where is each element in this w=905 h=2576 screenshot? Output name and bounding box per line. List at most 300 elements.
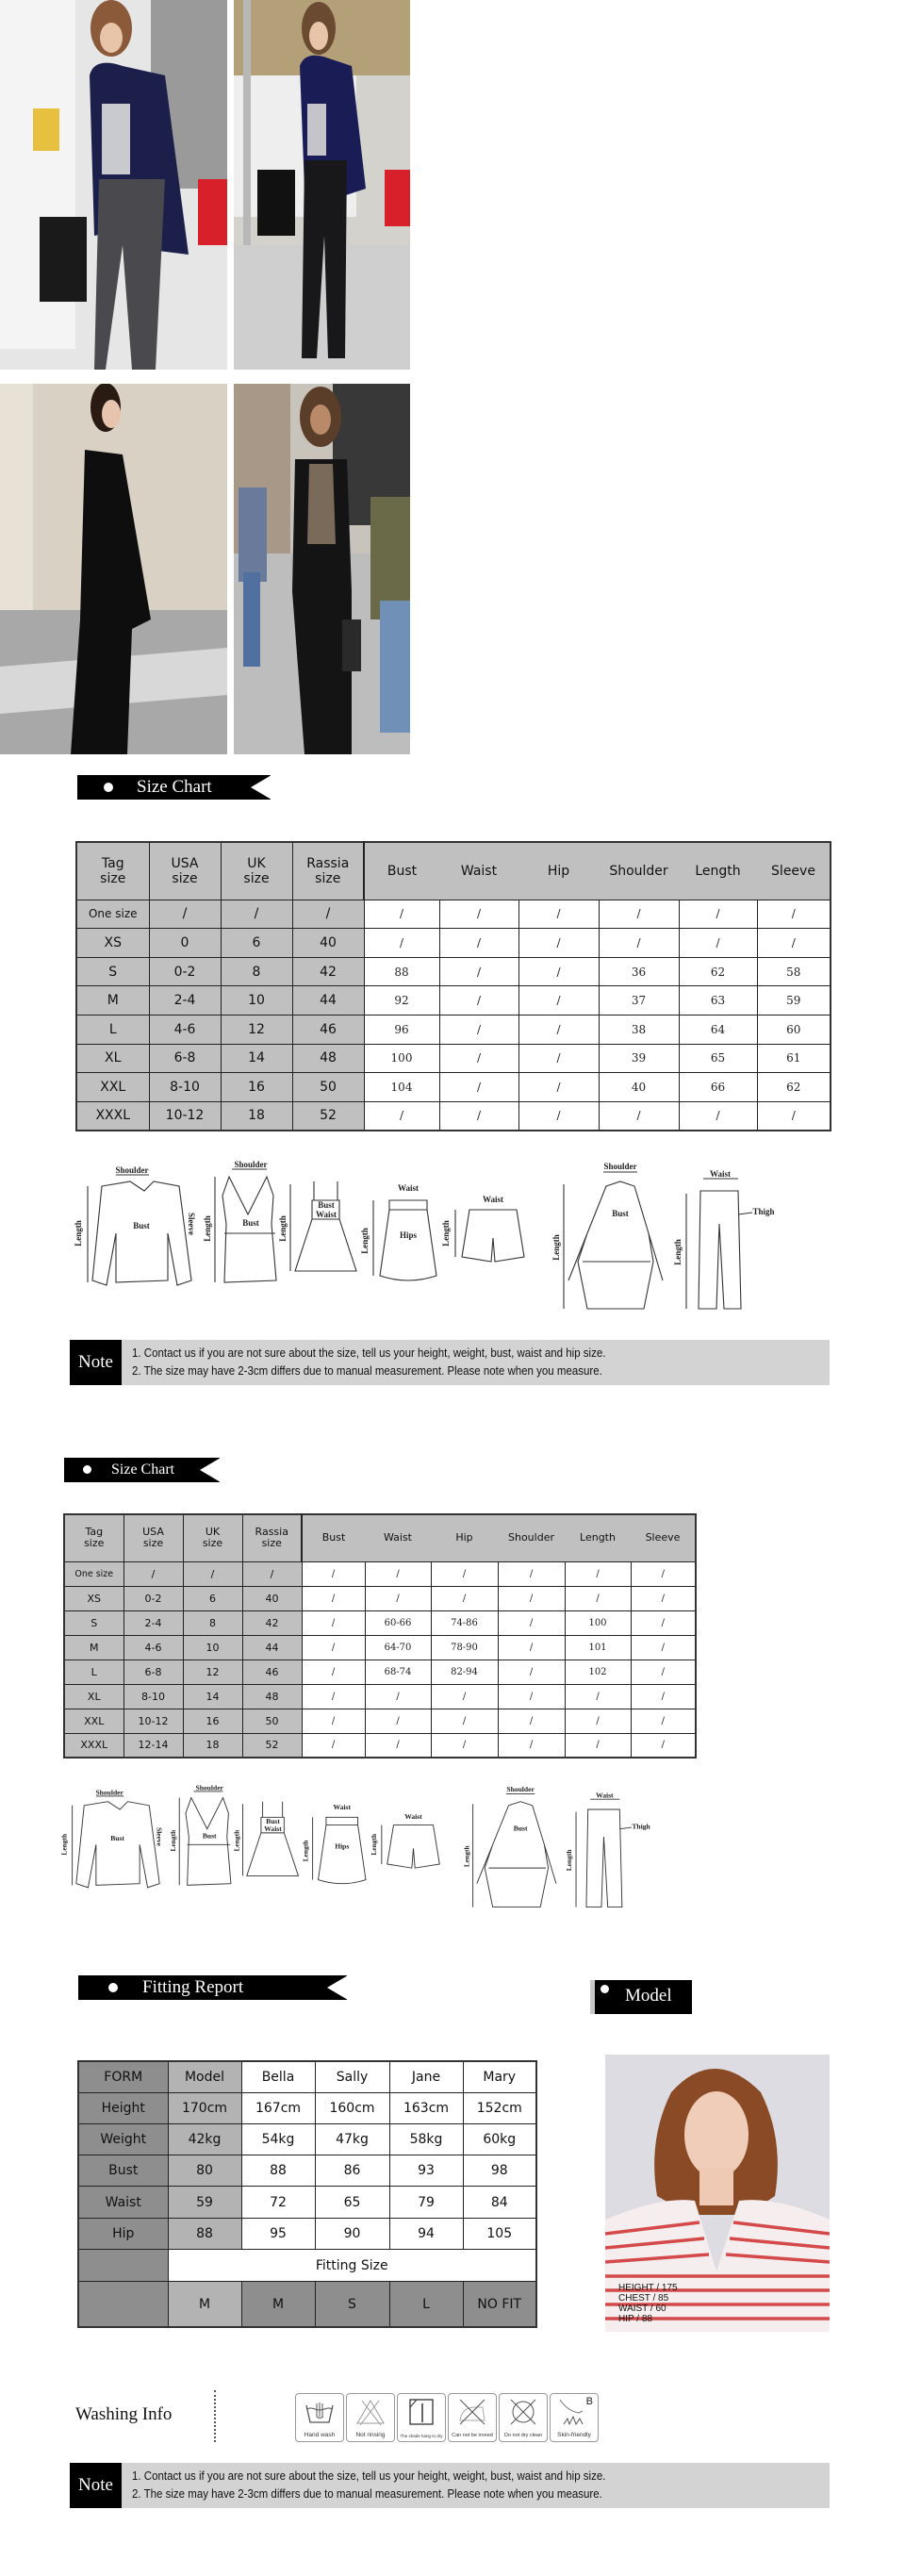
garment-measurement-diagrams	[74, 1158, 835, 1323]
diagram-label: Shoulder	[506, 1784, 535, 1793]
model-photo	[605, 2055, 830, 2332]
table-cell: /	[431, 1586, 498, 1610]
dress-diagram-icon	[278, 1181, 356, 1271]
diagram-label: Shoulder	[115, 1165, 149, 1175]
column-header: Bust	[302, 1514, 365, 1561]
care-label: The shade hang to dry	[400, 2434, 443, 2438]
table-cell: 18	[221, 1101, 292, 1131]
table-cell: /	[631, 1561, 696, 1586]
pants-diagram-icon	[565, 1792, 651, 1907]
skin-friendly-badge: B	[585, 2396, 593, 2407]
diagram-label: Shoulder	[195, 1783, 223, 1792]
table-cell: /	[302, 1561, 365, 1586]
row-label: One size	[64, 1561, 123, 1586]
table-cell: 72	[241, 2187, 315, 2218]
table-cell: 42	[242, 1610, 302, 1635]
table-cell: /	[498, 1561, 565, 1586]
table-cell: 2-4	[149, 986, 221, 1016]
table-cell: /	[302, 1660, 365, 1684]
row-label: XL	[64, 1684, 123, 1709]
row-label: XL	[76, 1044, 149, 1073]
size-chart-banner-2	[64, 1458, 220, 1482]
table-cell: /	[631, 1709, 696, 1733]
diagram-label: Waist	[397, 1183, 420, 1193]
table-cell: /	[565, 1733, 631, 1758]
table-cell: 16	[221, 1073, 292, 1102]
table-cell: 2-4	[123, 1610, 183, 1635]
table-cell: /	[439, 929, 518, 958]
no-dry-clean-icon	[507, 2398, 539, 2426]
table-cell: /	[757, 929, 831, 958]
table-cell: 62	[757, 1073, 831, 1102]
table-cell: /	[221, 900, 292, 929]
table-row	[76, 1016, 831, 1045]
table-cell: /	[431, 1561, 498, 1586]
no-iron-icon	[456, 2398, 488, 2426]
table-row	[64, 1684, 696, 1709]
table-row	[64, 1660, 696, 1684]
fitting-size-value: L	[389, 2282, 463, 2327]
table-cell: 60	[757, 1016, 831, 1045]
column-header: USA size	[123, 1514, 183, 1561]
row-label: S	[76, 957, 149, 986]
table-cell: /	[364, 900, 439, 929]
table-row	[64, 1635, 696, 1660]
diagram-label: Shoulder	[95, 1788, 123, 1797]
table-cell: 12-14	[123, 1733, 183, 1758]
table-cell: 74-86	[431, 1610, 498, 1635]
table-cell: 66	[679, 1073, 757, 1102]
table-cell: 50	[292, 1073, 364, 1102]
table-cell: /	[518, 1044, 599, 1073]
table-cell: /	[365, 1733, 431, 1758]
diagram-label: Length	[74, 1220, 83, 1247]
table-cell: 63	[679, 986, 757, 1016]
table-cell: 68-74	[365, 1660, 431, 1684]
table-cell: 36	[599, 957, 679, 986]
model-stat: HEIGHT / 175	[618, 2283, 678, 2293]
note-label: Note	[70, 1340, 122, 1385]
table-row	[64, 1610, 696, 1635]
table-cell: /	[439, 1101, 518, 1131]
table-cell: 82-94	[431, 1660, 498, 1684]
table-cell: 170cm	[168, 2092, 241, 2123]
diagram-label: Hips	[335, 1841, 350, 1851]
table-cell: 40	[599, 1073, 679, 1102]
table-row	[64, 1586, 696, 1610]
table-cell: 6	[221, 929, 292, 958]
table-cell: 64-70	[365, 1635, 431, 1660]
fitting-size-value: S	[315, 2282, 389, 2327]
table-cell: 38	[599, 1016, 679, 1045]
diagram-label: Bust	[266, 1816, 280, 1825]
size-chart-table	[75, 841, 831, 1131]
table-cell: 98	[463, 2155, 536, 2187]
washing-info-title: Washing Info	[75, 2404, 173, 2424]
table-cell: 54kg	[241, 2123, 315, 2155]
table-cell: /	[431, 1684, 498, 1709]
table-cell: 84	[463, 2187, 536, 2218]
table-cell: 10	[221, 986, 292, 1016]
row-label: L	[64, 1660, 123, 1684]
care-label: Hand wash	[304, 2432, 336, 2438]
diagram-label: Waist	[404, 1811, 422, 1821]
bullet-icon	[108, 1983, 118, 1992]
row-label: Waist	[78, 2187, 168, 2218]
table-cell: 47kg	[315, 2123, 389, 2155]
row-label: Bust	[78, 2155, 168, 2187]
table-cell: /	[498, 1635, 565, 1660]
table-cell: 8	[221, 957, 292, 986]
table-cell: /	[518, 1073, 599, 1102]
row-label: S	[64, 1610, 123, 1635]
table-cell: 44	[242, 1635, 302, 1660]
table-cell: /	[242, 1561, 302, 1586]
table-cell: /	[565, 1709, 631, 1733]
table-cell: /	[599, 900, 679, 929]
model-banner	[595, 1980, 692, 2014]
table-cell: /	[599, 929, 679, 958]
column-header: USA size	[149, 842, 221, 900]
table-row	[76, 1044, 831, 1073]
table-row	[78, 2155, 536, 2187]
table-cell: 12	[183, 1660, 242, 1684]
size-note-2	[70, 2463, 830, 2508]
table-cell: 102	[565, 1660, 631, 1684]
table-cell: 40	[242, 1586, 302, 1610]
table-cell: /	[364, 929, 439, 958]
diagram-label: Length	[60, 1833, 69, 1856]
column-header: Mary	[463, 2061, 536, 2092]
column-header: Rassia size	[292, 842, 364, 900]
diagram-label: Length	[168, 1829, 178, 1852]
photo-black-velvet-suit	[0, 384, 227, 754]
diagram-label: Length	[301, 1840, 310, 1862]
table-cell: /	[757, 1101, 831, 1131]
shorts-diagram-icon	[441, 1195, 524, 1262]
table-cell: /	[498, 1586, 565, 1610]
table-cell: /	[302, 1586, 365, 1610]
note-line-2: 2. The size may have 2-3cm differs due to manual measurement. Please note when you measure.	[132, 1364, 602, 1378]
row-label: Weight	[78, 2123, 168, 2155]
column-header: UK size	[183, 1514, 242, 1561]
table-cell: 8	[183, 1610, 242, 1635]
table-cell: 95	[241, 2218, 315, 2249]
table-cell: 101	[565, 1635, 631, 1660]
table-cell: 14	[221, 1044, 292, 1073]
table-row	[64, 1709, 696, 1733]
table-cell: /	[631, 1660, 696, 1684]
diagram-label: Bust	[318, 1200, 335, 1210]
diagram-label: Length	[232, 1829, 241, 1852]
diagram-label: Waist	[596, 1791, 614, 1800]
table-cell: 48	[242, 1684, 302, 1709]
table-cell: 18	[183, 1733, 242, 1758]
diagram-label: Length	[462, 1845, 471, 1868]
table-cell: /	[498, 1709, 565, 1733]
table-cell: /	[439, 900, 518, 929]
diagram-label: Waist	[315, 1210, 337, 1219]
table-cell: 62	[679, 957, 757, 986]
photo-navy-blazer-black-trousers	[234, 0, 410, 370]
table-cell: 42kg	[168, 2123, 241, 2155]
care-label: Not rinsing	[355, 2432, 386, 2438]
column-header: Sleeve	[757, 842, 831, 900]
row-label: Height	[78, 2092, 168, 2123]
row-label: Hip	[78, 2218, 168, 2249]
table-cell: 79	[389, 2187, 463, 2218]
table-cell: 0-2	[149, 957, 221, 986]
column-header: Hip	[431, 1514, 498, 1561]
photo-black-velvet-suit-street	[234, 384, 410, 754]
diagram-label: Bust	[133, 1221, 150, 1230]
size-chart-table-2	[63, 1513, 697, 1759]
fitting-size-value: M	[168, 2282, 241, 2327]
diagram-label: Length	[369, 1833, 378, 1856]
table-cell: /	[518, 986, 599, 1016]
empty-cell	[78, 2282, 168, 2327]
diagram-label: Hips	[399, 1230, 418, 1240]
diagram-label: Waist	[482, 1195, 504, 1204]
care-shade-dry	[397, 2393, 446, 2442]
table-cell: /	[364, 1101, 439, 1131]
table-cell: 100	[364, 1044, 439, 1073]
table-cell: /	[498, 1733, 565, 1758]
table-cell: 59	[168, 2187, 241, 2218]
table-cell: 78-90	[431, 1635, 498, 1660]
shirt-diagram-icon	[60, 1788, 164, 1888]
diagram-label: Bust	[110, 1834, 124, 1843]
table-row	[76, 1073, 831, 1102]
diagram-label: Bust	[612, 1209, 629, 1218]
care-label: Can not be ironed	[452, 2433, 493, 2438]
top-diagram-icon	[203, 1160, 276, 1282]
table-cell: /	[631, 1610, 696, 1635]
shorts-diagram-icon	[370, 1812, 439, 1868]
table-cell: 90	[315, 2218, 389, 2249]
table-cell: 96	[364, 1016, 439, 1045]
table-cell: 8-10	[149, 1073, 221, 1102]
photo-navy-blazer-gray-trousers	[0, 0, 227, 370]
bullet-icon	[104, 783, 113, 792]
table-cell: 40	[292, 929, 364, 958]
table-cell: 152cm	[463, 2092, 536, 2123]
column-header: Shoulder	[599, 842, 679, 900]
table-cell: 37	[599, 986, 679, 1016]
table-row	[76, 929, 831, 958]
row-label: One size	[76, 900, 149, 929]
bullet-icon	[83, 1465, 91, 1474]
size-note	[70, 1340, 830, 1385]
column-header: Bust	[364, 842, 439, 900]
banner-title: Fitting Report	[142, 1977, 244, 1997]
diagram-label: Thigh	[632, 1822, 650, 1831]
row-label: XXL	[76, 1073, 149, 1102]
table-cell: /	[149, 900, 221, 929]
care-skin-friendly	[550, 2393, 599, 2442]
table-cell: /	[302, 1635, 365, 1660]
table-cell: /	[439, 957, 518, 986]
care-hand-wash	[295, 2393, 344, 2442]
table-cell: 92	[364, 986, 439, 1016]
column-header: Waist	[439, 842, 518, 900]
table-cell: 100	[565, 1610, 631, 1635]
table-cell: 10-12	[149, 1101, 221, 1131]
diagram-label: Length	[360, 1228, 370, 1254]
diagram-label: Waist	[333, 1803, 352, 1811]
model-stat: CHEST / 85	[618, 2293, 669, 2304]
column-header: Shoulder	[498, 1514, 565, 1561]
table-cell: 64	[679, 1016, 757, 1045]
table-cell: /	[123, 1561, 183, 1586]
table-cell: /	[439, 986, 518, 1016]
hand-wash-icon	[304, 2398, 336, 2426]
table-cell: 4-6	[123, 1635, 183, 1660]
table-header-row	[78, 2061, 536, 2092]
table-cell: 104	[364, 1073, 439, 1102]
table-cell: /	[518, 957, 599, 986]
table-cell: /	[498, 1660, 565, 1684]
column-header: Sleeve	[631, 1514, 696, 1561]
table-cell: 46	[292, 1016, 364, 1045]
diagram-label: Waist	[264, 1825, 282, 1834]
table-cell: /	[302, 1709, 365, 1733]
column-header: Sally	[315, 2061, 389, 2092]
table-cell: 58	[757, 957, 831, 986]
table-cell: 105	[463, 2218, 536, 2249]
note-label: Note	[70, 2463, 122, 2508]
column-header: Hip	[518, 842, 599, 900]
note-line-1: 1. Contact us if you are not sure about the size, tell us your height, weight, bust, waist and hip size.	[132, 1346, 606, 1360]
column-header: Tag size	[64, 1514, 123, 1561]
table-cell: /	[599, 1101, 679, 1131]
diagram-label: Length	[564, 1849, 573, 1872]
table-row	[78, 2187, 536, 2218]
column-header: Bella	[241, 2061, 315, 2092]
note-line-2: 2. The size may have 2-3cm differs due to manual measurement. Please note when you measure.	[132, 2487, 602, 2501]
table-cell: /	[679, 900, 757, 929]
column-header: Jane	[389, 2061, 463, 2092]
table-cell: 65	[679, 1044, 757, 1073]
table-cell: /	[439, 1044, 518, 1073]
table-cell: /	[679, 1101, 757, 1131]
table-cell: 50	[242, 1709, 302, 1733]
shirt-diagram-icon	[74, 1165, 196, 1285]
table-row	[78, 2218, 536, 2249]
table-cell: 39	[599, 1044, 679, 1073]
size-chart-banner	[77, 775, 271, 800]
table-cell: /	[439, 1073, 518, 1102]
model-stat: HIP / 88	[618, 2314, 652, 2324]
top-diagram-icon	[169, 1783, 231, 1885]
fitting-size-value: M	[241, 2282, 315, 2327]
table-cell: /	[365, 1561, 431, 1586]
table-cell: 65	[315, 2187, 389, 2218]
table-cell: /	[518, 1101, 599, 1131]
note-line-1: 1. Contact us if you are not sure about the size, tell us your height, weight, bust, waist and hip size.	[132, 2469, 606, 2483]
column-header: UK size	[221, 842, 292, 900]
table-cell: 48	[292, 1044, 364, 1073]
diagram-label: Bust	[202, 1831, 217, 1841]
diagram-label: Waist	[709, 1169, 732, 1179]
table-cell: 80	[168, 2155, 241, 2187]
table-cell: /	[365, 1709, 431, 1733]
row-label: XXL	[64, 1709, 123, 1733]
table-cell: 10	[183, 1635, 242, 1660]
care-not-rinsing	[346, 2393, 395, 2442]
diagram-label: Bust	[242, 1218, 259, 1228]
table-cell: /	[365, 1586, 431, 1610]
table-row	[78, 2123, 536, 2155]
table-cell: 86	[315, 2155, 389, 2187]
table-cell: 4-6	[149, 1016, 221, 1045]
diagram-label: Bust	[513, 1824, 528, 1833]
table-row	[76, 1101, 831, 1131]
diagram-label: Sleeve	[187, 1213, 196, 1235]
column-header: Length	[565, 1514, 631, 1561]
table-cell: 163cm	[389, 2092, 463, 2123]
table-cell: /	[302, 1733, 365, 1758]
table-cell: /	[631, 1684, 696, 1709]
bullet-icon	[601, 1985, 609, 1993]
table-row	[76, 957, 831, 986]
table-cell: /	[183, 1561, 242, 1586]
table-row	[64, 1733, 696, 1758]
diagram-label: Length	[441, 1220, 451, 1247]
column-header: Model	[168, 2061, 241, 2092]
table-cell: 52	[292, 1101, 364, 1131]
coat-diagram-icon	[551, 1162, 663, 1309]
coat-diagram-icon	[462, 1785, 556, 1907]
table-cell: 10-12	[123, 1709, 183, 1733]
row-label: XXXL	[76, 1101, 149, 1131]
table-cell: 88	[241, 2155, 315, 2187]
table-cell: /	[365, 1684, 431, 1709]
table-cell: 58kg	[389, 2123, 463, 2155]
model-measurements	[618, 2283, 678, 2324]
table-cell: /	[431, 1733, 498, 1758]
table-cell: 16	[183, 1709, 242, 1733]
table-cell: 0-2	[123, 1586, 183, 1610]
table-cell: /	[302, 1684, 365, 1709]
table-header-row	[64, 1514, 696, 1561]
row-label: M	[76, 986, 149, 1016]
diagram-label: Length	[203, 1215, 212, 1242]
diagram-label: Length	[673, 1239, 683, 1265]
row-label: L	[76, 1016, 149, 1045]
table-cell: 88	[168, 2218, 241, 2249]
no-bleach-icon	[354, 2398, 387, 2426]
table-cell: 93	[389, 2155, 463, 2187]
table-cell: /	[439, 1016, 518, 1045]
shade-dry-icon	[405, 2398, 437, 2426]
column-header: Tag size	[76, 842, 149, 900]
table-row	[78, 2092, 536, 2123]
table-cell: 94	[389, 2218, 463, 2249]
fitting-report-table	[77, 2060, 537, 2328]
table-cell: /	[565, 1561, 631, 1586]
table-cell: /	[757, 900, 831, 929]
column-header: Rassia size	[242, 1514, 302, 1561]
fitting-report-banner	[78, 1975, 347, 2000]
table-cell: 60-66	[365, 1610, 431, 1635]
table-cell: /	[631, 1733, 696, 1758]
table-cell: /	[302, 1610, 365, 1635]
table-cell: /	[498, 1610, 565, 1635]
empty-cell	[78, 2249, 168, 2281]
table-row	[64, 1561, 696, 1586]
model-banner-title: Model	[625, 1986, 672, 2006]
